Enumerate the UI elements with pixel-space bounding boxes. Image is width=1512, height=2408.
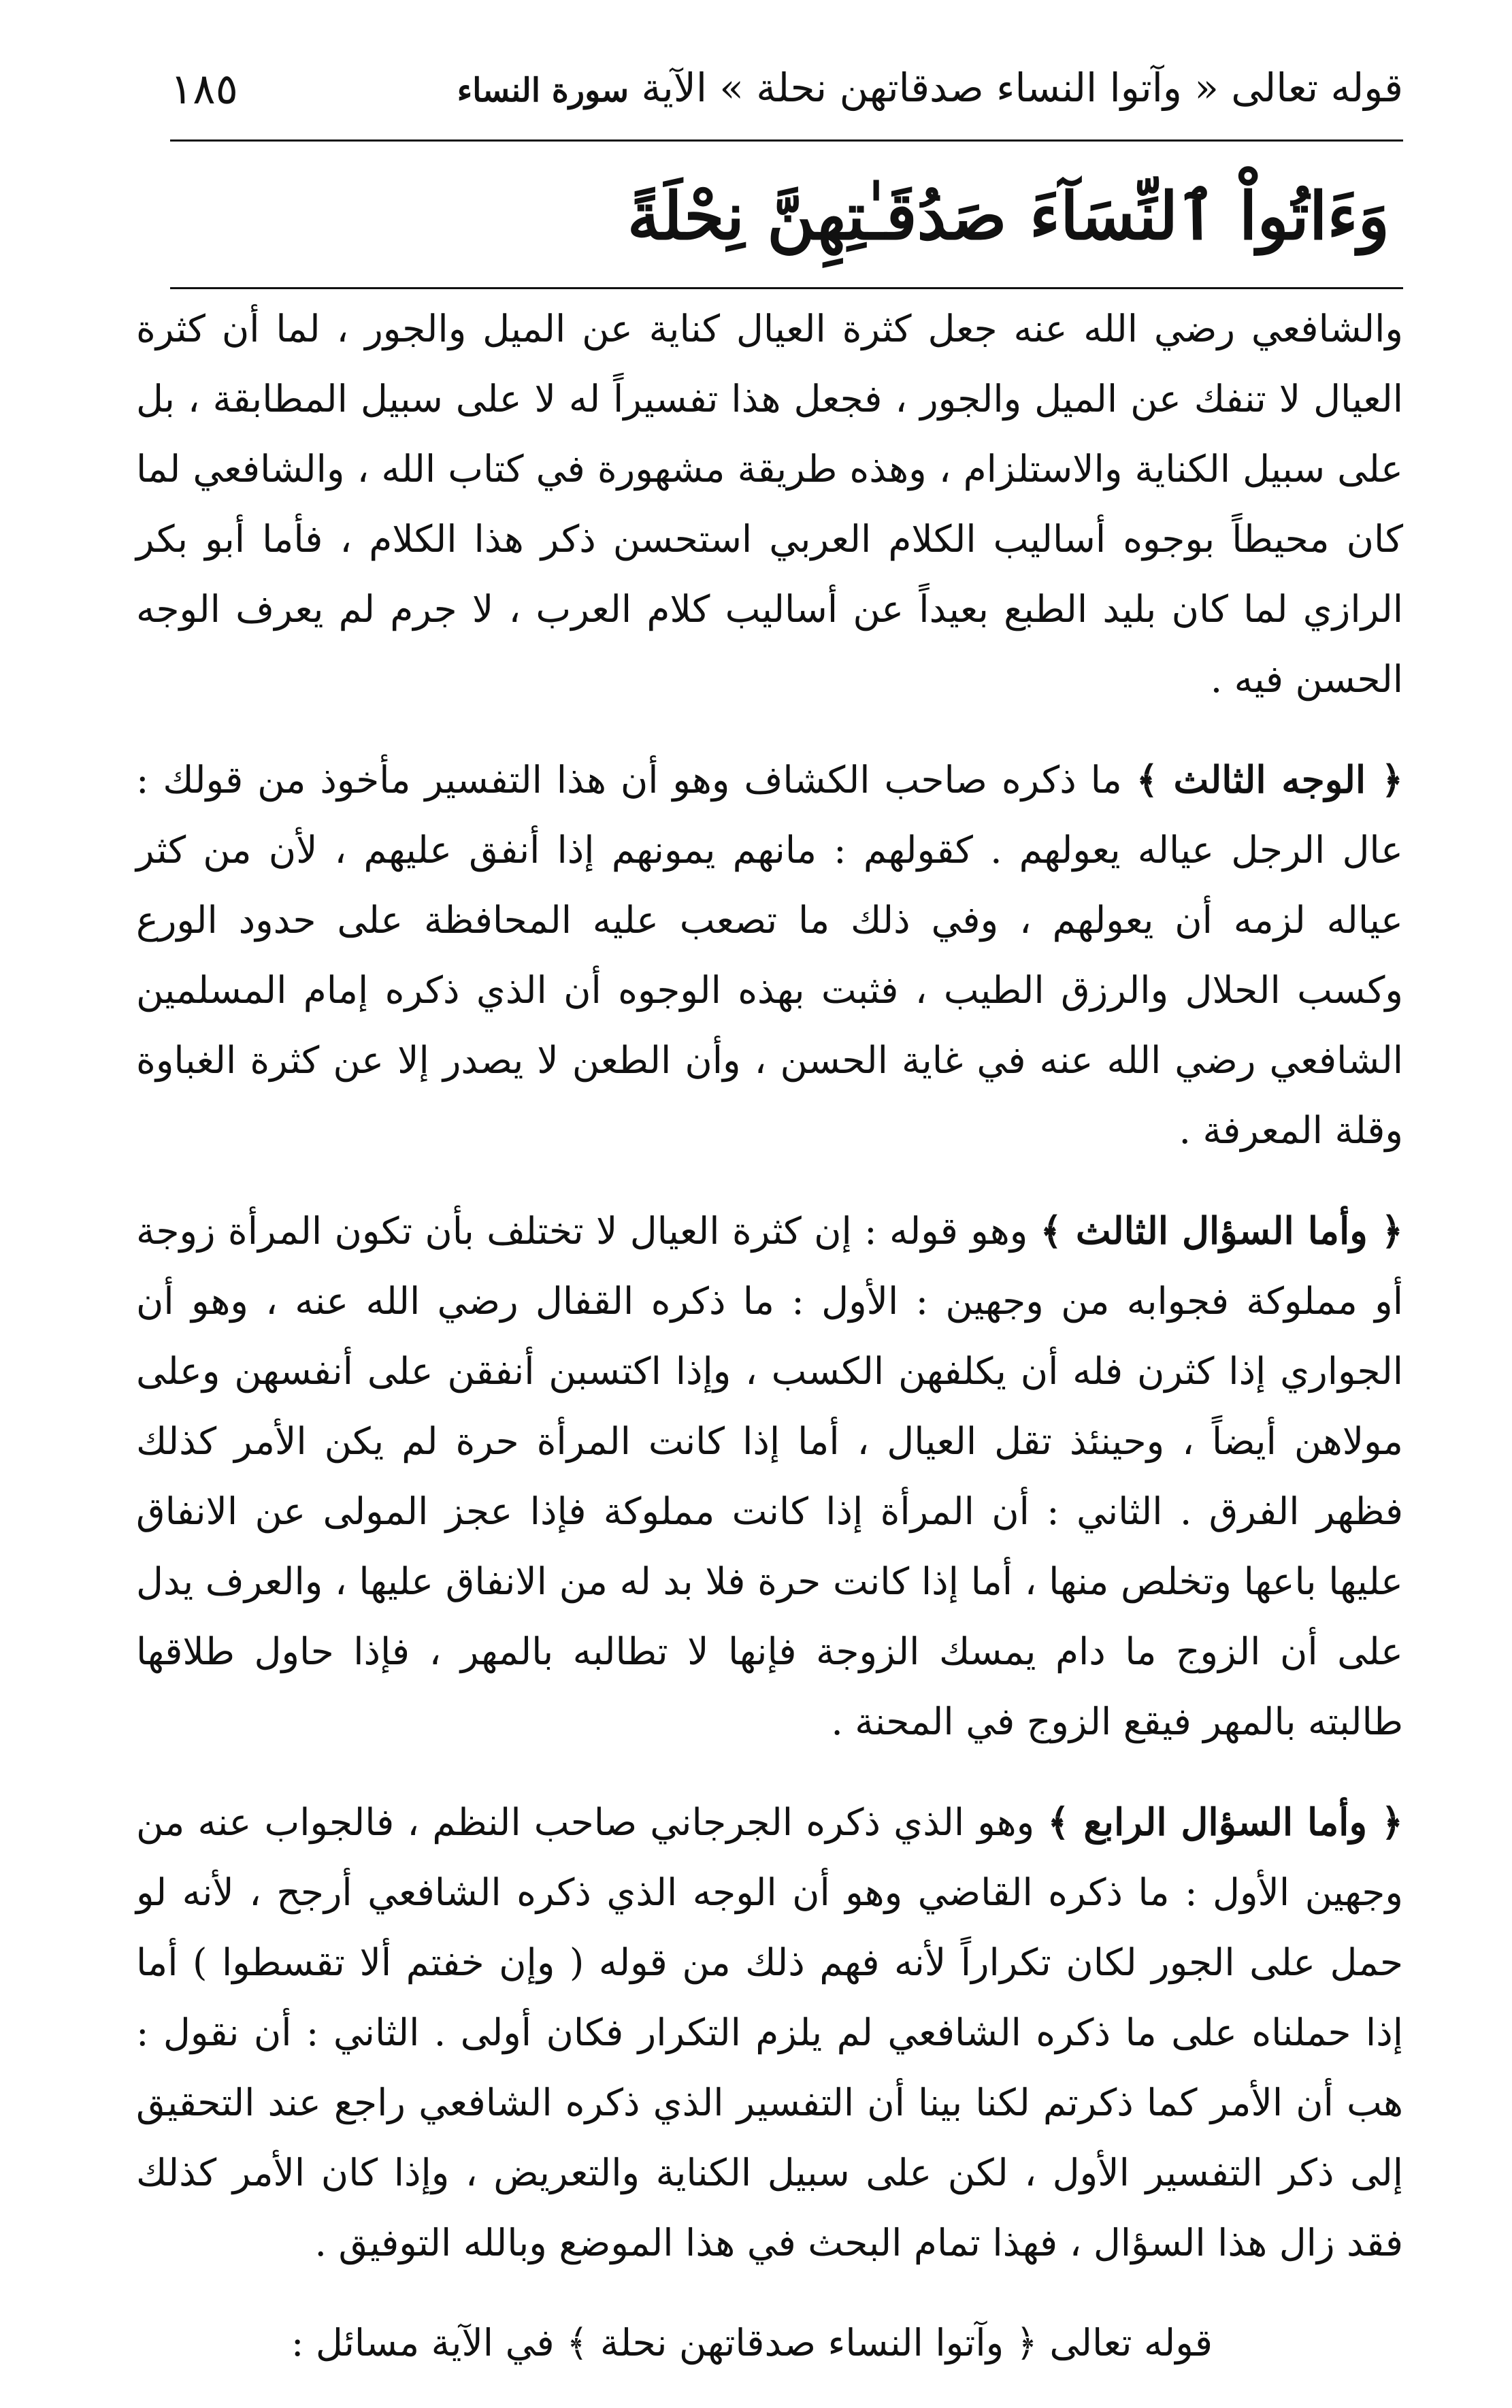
paragraph-text: وهو الذي ذكره الجرجاني صاحب النظم ، فالجواب عنه من وجهين الأول : ما ذكره القاضي وهو أن الوجه الذي ذكره الشافعي أرجح ، لأنه لو حمل على الجور لكان تكراراً لأنه فهم ذلك من قوله ( وإن خفتم ألا تقسطوا ) أما إذا حملناه على ما ذكره الشافعي لم يلزم التكرار فكان أولى . الثاني : أن نقول : هب أن الأمر كما ذكرتم لكنا بينا أن التفسير الذي ذكره الشافعي راجع عند التحقيق إلى ذكر التفسير الأول ، لكن على سبيل الكناية والتعريض ، وإذا كان الأمر كذلك فقد زال هذا السؤال ، فهذا تمام البحث في هذا الموضع وبالله التوفيق .	[136, 1800, 1403, 2264]
section-intro	[136, 2308, 1403, 2378]
paragraph-text: ما ذكره صاحب الكشاف وهو أن هذا التفسير مأخوذ من قولك : عال الرجل عياله يعولهم . كقولهم : مانهم يمونهم إذا أنفق عليهم ، لأن من كثر عياله لزمه أن يعولهم ، وفي ذلك ما تصعب عليه المحافظة على حدود الورع وكسب الحلال والرزق الطيب ، فثبت بهذه الوجوه أن الذي ذكره إمام المسلمين الشافعي رضي الله عنه في غاية الحسن ، وأن الطعن لا يصدر إلا عن كثرة الغباوة وقلة المعرفة .	[136, 758, 1403, 1152]
verse-banner	[612, 153, 1390, 279]
paragraph-text: قوله تعالى ﴿ وآتوا النساء صدقاتهن نحلة ﴾ في الآية مسائل :	[291, 2321, 1213, 2364]
running-head	[170, 48, 1403, 129]
header-rule	[170, 139, 1403, 142]
running-head-surah: سورة النساء	[457, 71, 629, 110]
paragraph-heading: ﴿ وأما السؤال الرابع ﴾	[1047, 1800, 1404, 1844]
paragraph-heading: ﴿ الوجه الثالث ﴾	[1136, 757, 1403, 802]
paragraph	[136, 294, 1403, 714]
paragraph	[136, 1195, 1403, 1757]
running-head-verse: قوله تعالى « وآتوا النساء صدقاتهن نحلة » الآية	[641, 65, 1403, 112]
running-head-title	[457, 65, 1403, 112]
paragraph-text: وهو قوله : إن كثرة العيال لا تختلف بأن تكون المرأة زوجة أو مملوكة فجوابه من وجهين : الأول : ما ذكره القفال رضي الله عنه ، وهو أن الجواري إذا كثرن فله أن يكلفهن الكسب ، وإذا اكتسبن أنفقن على أنفسهن وعلى مولاهن أيضاً ، وحينئذ تقل العيال ، أما إذا كانت المرأة حرة لم يكن الأمر كذلك فظهر الفرق . الثاني : أن المرأة إذا كانت مملوكة فإذا عجز المولى عن الانفاق عليها باعها وتخلص منها ، أما إذا كانت حرة فلا بد له من الانفاق عليها ، والعرف يدل على أن الزوج ما دام يمسك الزوجة فإنها لا تطالبه بالمهر ، فإذا حاول طلاقها طالبته بالمهر فيقع الزوج في المحنة .	[136, 1209, 1403, 1743]
paragraph	[136, 744, 1403, 1166]
verse-calligraphy: وَءَاتُواْ ٱلنِّسَآءَ صَدُقَـٰتِهِنَّ نِحْلَةً	[627, 178, 1390, 254]
page-number: ١٨٥	[170, 63, 238, 114]
paragraph-text: والشافعي رضي الله عنه جعل كثرة العيال كناية عن الميل والجور ، لما أن كثرة العيال لا تنفك عن الميل والجور ، فجعل هذا تفسيراً له لا على سبيل المطابقة ، بل على سبيل الكناية والاستلزام ، وهذه طريقة مشهورة في كتاب الله ، والشافعي لما كان محيطاً بوجوه أساليب الكلام العربي استحسن ذكر هذا الكلام ، فأما أبو بكر الرازي لما كان بليد الطبع بعيداً عن أساليب كلام العرب ، لا جرم لم يعرف الوجه الحسن فيه .	[136, 307, 1403, 701]
paragraph-heading: ﴿ وأما السؤال الثالث ﴾	[1040, 1208, 1403, 1253]
banner-rule	[170, 287, 1403, 289]
paragraph	[136, 1787, 1403, 2278]
commentary-body	[136, 294, 1403, 2408]
